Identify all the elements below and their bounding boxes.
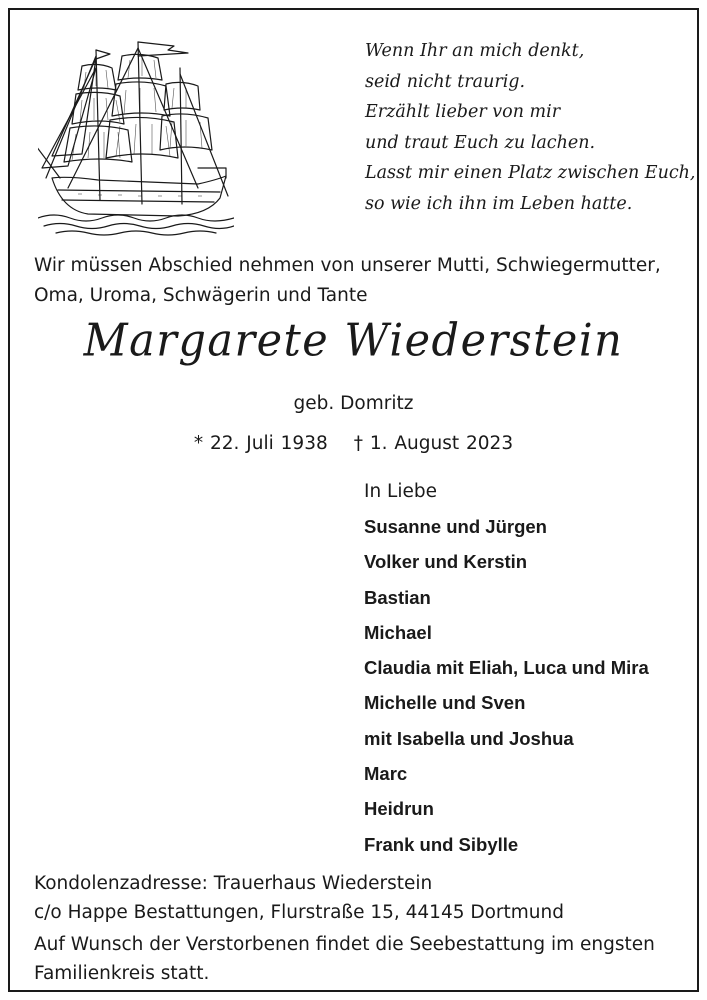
poem — [365, 36, 696, 219]
mourner-name: Michael — [364, 621, 432, 643]
mourners-list — [364, 474, 684, 862]
birth-name: geb. Domritz — [293, 393, 414, 414]
mourner-name: Susanne und Jürgen — [364, 516, 547, 537]
death-date: † 1. August 2023 — [353, 433, 514, 454]
farewell-intro: Wir müssen Abschied nehmen von unserer Mutti, Schwiegermutter, Oma, Uroma, Schwägerin und Tante — [34, 255, 661, 306]
poem-line: und traut Euch zu lachen. — [365, 132, 596, 153]
condolence-address — [34, 870, 694, 927]
sailing-ship-icon — [38, 28, 234, 238]
poem-line: Wenn Ihr an mich denkt, — [365, 41, 585, 61]
mourner-name: Heidrun — [364, 798, 434, 820]
poem-line: seid nicht traurig. — [365, 71, 526, 92]
address-line: Kondolenzadresse: Trauerhaus Wiederstein — [34, 873, 433, 894]
burial-note: Auf Wunsch der Verstorbenen findet die Seebestattung im engsten Familienkreis statt. — [34, 934, 655, 984]
poem-line: so wie ich ihn im Leben hatte. — [365, 193, 633, 214]
birth-date: * 22. Juli 1938 — [193, 433, 328, 454]
mourner-name: Bastian — [364, 586, 431, 608]
deceased-name: Margarete Wiederstein — [83, 314, 624, 368]
mourner-name: Marc — [364, 763, 408, 785]
mourner-name: Michelle und Sven — [364, 692, 526, 714]
life-dates — [10, 433, 697, 454]
mourners-lead: In Liebe — [364, 481, 438, 502]
mourner-name: Volker und Kerstin — [364, 551, 528, 573]
address-line: c/o Happe Bestattungen, Flurstraße 15, 44145 Dortmund — [34, 901, 565, 923]
poem-line: Erzählt lieber von mir — [365, 102, 561, 122]
mourner-name: Frank und Sibylle — [364, 833, 519, 855]
poem-line: Lasst mir einen Platz zwischen Euch, — [365, 163, 696, 183]
mourner-name: Claudia mit Eliah, Luca und Mira — [364, 657, 649, 679]
obituary-notice — [8, 8, 699, 992]
mourner-name: mit Isabella und Joshua — [364, 727, 574, 749]
